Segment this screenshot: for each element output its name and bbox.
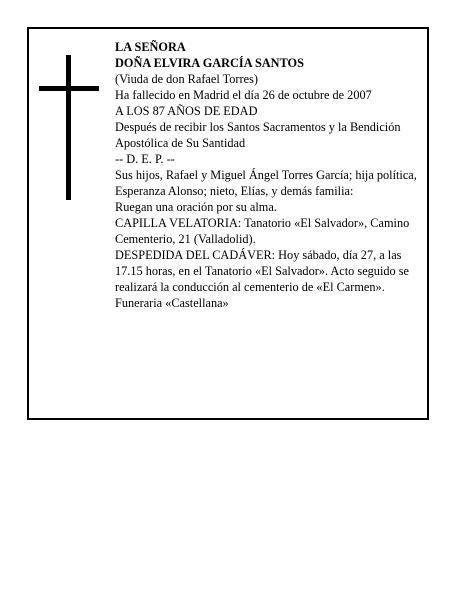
farewell-line: DESPEDIDA DEL CADÁVER: Hoy sábado, día 27, a las 17.15 horas, en el Tanatorio «El Salvador». Acto seguido se realizará la conducción al cementerio de «El Carmen».: [115, 248, 409, 294]
sacraments-line: Después de recibir los Santos Sacramentos y la Bendición Apostólica de Su Santidad: [115, 120, 401, 150]
age-line: A LOS 87 AÑOS DE EDAD: [115, 104, 258, 118]
death-date: Ha fallecido en Madrid el día 26 de octubre de 2007: [115, 88, 372, 102]
funeral-home: Funeraria «Castellana»: [115, 296, 229, 310]
cross-horizontal-bar: [39, 86, 99, 91]
prayer-line: Ruegan una oración por su alma.: [115, 200, 277, 214]
deceased-name: DOÑA ELVIRA GARCÍA SANTOS: [115, 56, 304, 70]
notice-title: LA SEÑORA: [115, 40, 186, 54]
widow-of: (Viuda de don Rafael Torres): [115, 72, 258, 86]
cross-vertical-bar: [66, 55, 71, 200]
family-line: Sus hijos, Rafael y Miguel Ángel Torres García; hija política, Esperanza Alonso; nieto, Elías, y demás familia:: [115, 168, 417, 198]
notice-text: [115, 39, 421, 311]
obituary-notice: [27, 27, 429, 420]
chapel-line: CAPILLA VELATORIA: Tanatorio «El Salvador», Camino Cementerio, 21 (Valladolid).: [115, 216, 410, 246]
cross-icon: [39, 55, 99, 200]
rip-line: -- D. E. P. --: [115, 152, 175, 166]
